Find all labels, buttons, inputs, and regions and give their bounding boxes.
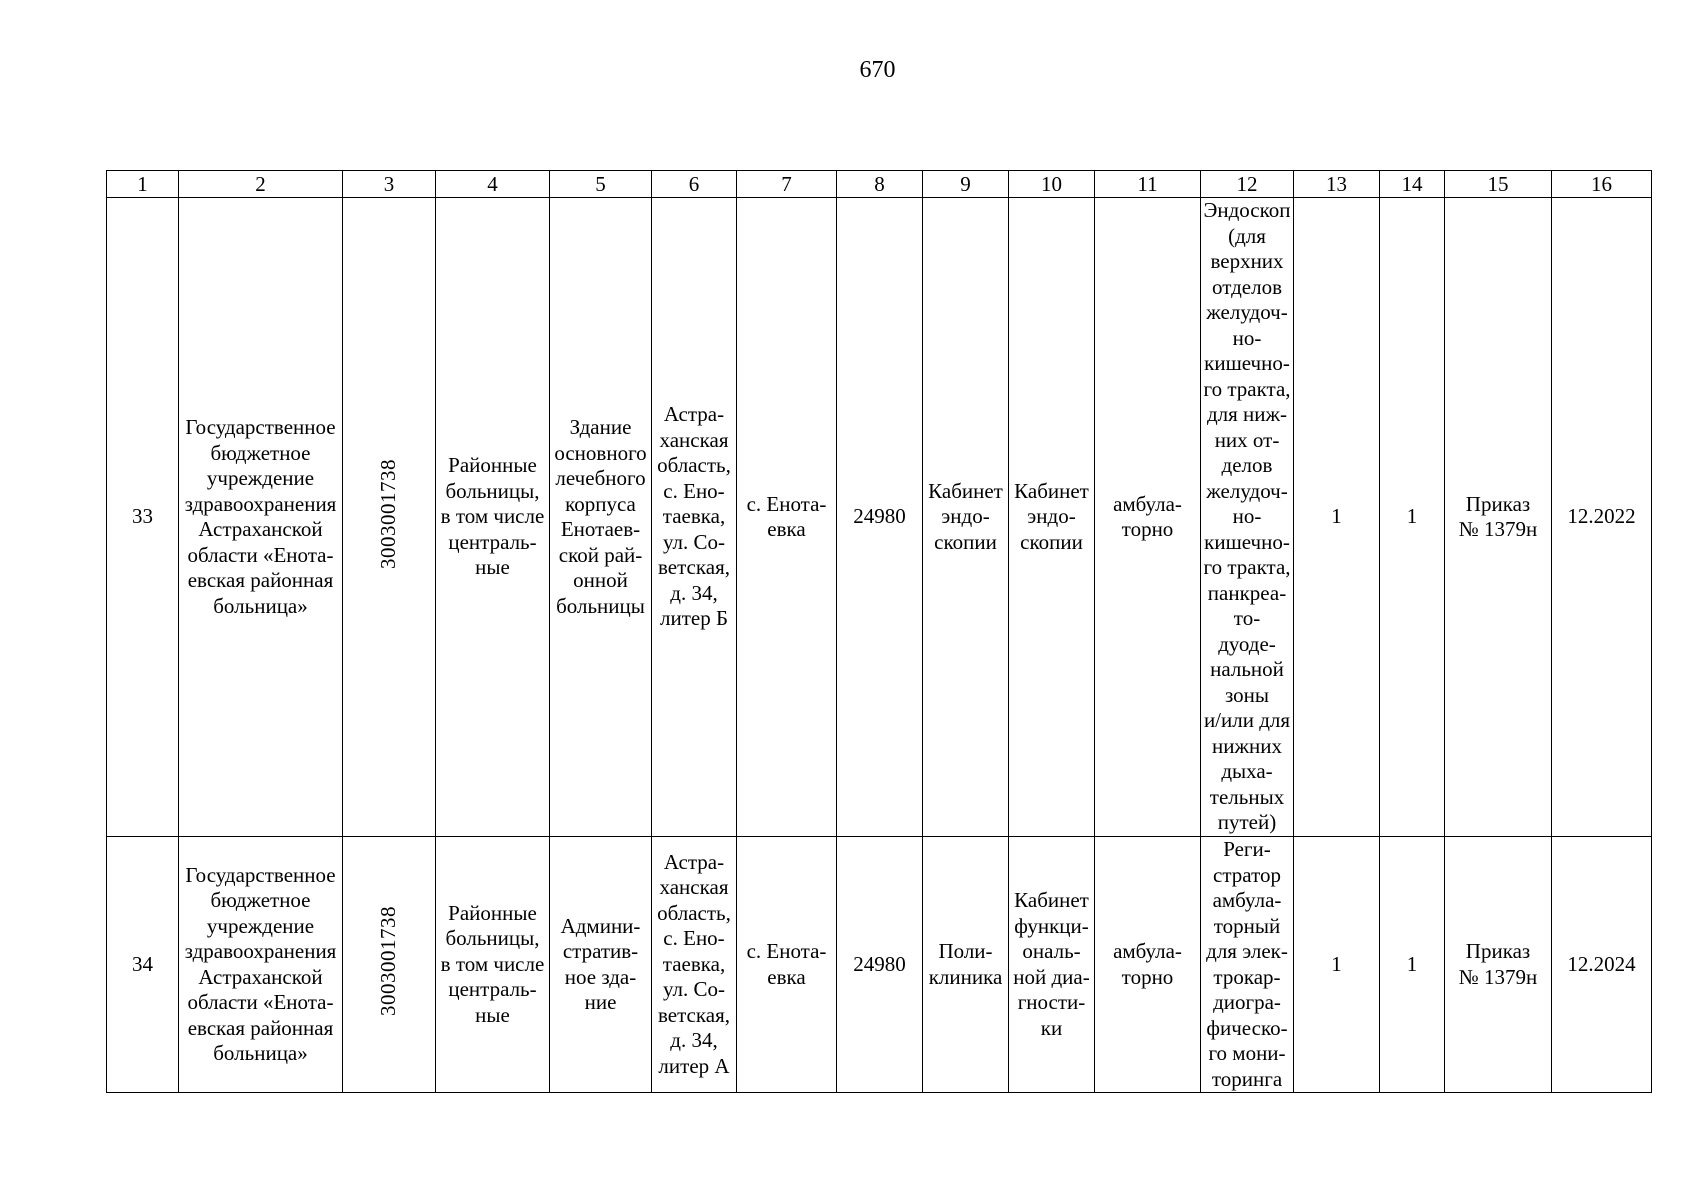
population: 24980 <box>837 837 923 1093</box>
organization-type: Районные больницы, в том числе централь- ные <box>436 837 550 1093</box>
column-number: 15 <box>1445 171 1552 198</box>
quantity-required: 1 <box>1294 837 1380 1093</box>
equipment-name: Реги- стратор амбула- торный для элек- трокар- диогра- фическо- го мони- торинга <box>1201 837 1294 1093</box>
settlement: с. Енота- евка <box>737 198 837 837</box>
column-number: 5 <box>550 171 652 198</box>
column-number: 4 <box>436 171 550 198</box>
address: Астра- ханская область, с. Ено- таевка, ул. Со- ветская, д. 34, литер А <box>652 837 737 1093</box>
column-number: 14 <box>1380 171 1445 198</box>
column-number: 6 <box>652 171 737 198</box>
settlement: с. Енота- евка <box>737 837 837 1093</box>
standard-order: Приказ № 1379н <box>1445 198 1552 837</box>
column-number: 8 <box>837 171 923 198</box>
page-number: 670 <box>859 57 896 83</box>
department: Кабинет эндо- скопии <box>923 198 1009 837</box>
equipment-name: Эндоскоп (для верхних отделов желудоч- но- кишечно- го тракта, для ниж- них от- делов желудоч- но- кишечно- го тракта, панкреа- то- дуоде- нальной зоны и/или для нижних дыха- тельных путей) <box>1201 198 1294 837</box>
inn-code: 3003001738 <box>376 458 401 569</box>
column-number: 13 <box>1294 171 1380 198</box>
organization-type: Районные больницы, в том числе централь- ные <box>436 198 550 837</box>
organization-name: Государственное бюджетное учреждение здравоохранения Астраханской области «Енота- евская районная больница» <box>179 198 343 837</box>
care-condition: амбула- торно <box>1095 198 1201 837</box>
inn-code: 3003001738 <box>376 906 401 1017</box>
quantity-planned: 1 <box>1380 837 1445 1093</box>
column-number: 2 <box>179 171 343 198</box>
column-number: 16 <box>1552 171 1652 198</box>
quantity-required: 1 <box>1294 198 1380 837</box>
row-number: 33 <box>107 198 179 837</box>
column-number-row <box>107 171 1652 198</box>
registry-table <box>106 170 1652 1093</box>
column-number: 9 <box>923 171 1009 198</box>
care-condition: амбула- торно <box>1095 837 1201 1093</box>
column-number: 3 <box>343 171 436 198</box>
organization-name: Государственное бюджетное учреждение здравоохранения Астраханской области «Енота- евская районная больница» <box>179 837 343 1093</box>
row-number: 34 <box>107 837 179 1093</box>
unit: Кабинет функци- ональ- ной диа- гности- ки <box>1009 837 1095 1093</box>
table-row <box>107 837 1652 1093</box>
due-date: 12.2024 <box>1552 837 1652 1093</box>
standard-order: Приказ № 1379н <box>1445 837 1552 1093</box>
column-number: 1 <box>107 171 179 198</box>
building-name: Здание основного лечебного корпуса Енотаев- ской рай- онной больницы <box>550 198 652 837</box>
unit: Кабинет эндо- скопии <box>1009 198 1095 837</box>
inn-cell <box>343 837 436 1093</box>
population: 24980 <box>837 198 923 837</box>
column-number: 11 <box>1095 171 1201 198</box>
column-number: 12 <box>1201 171 1294 198</box>
quantity-planned: 1 <box>1380 198 1445 837</box>
column-number: 10 <box>1009 171 1095 198</box>
address: Астра- ханская область, с. Ено- таевка, ул. Со- ветская, д. 34, литер Б <box>652 198 737 837</box>
column-number: 7 <box>737 171 837 198</box>
building-name: Админи- стратив- ное зда- ние <box>550 837 652 1093</box>
inn-cell <box>343 198 436 837</box>
due-date: 12.2022 <box>1552 198 1652 837</box>
department: Поли- клиника <box>923 837 1009 1093</box>
table-row <box>107 198 1652 837</box>
